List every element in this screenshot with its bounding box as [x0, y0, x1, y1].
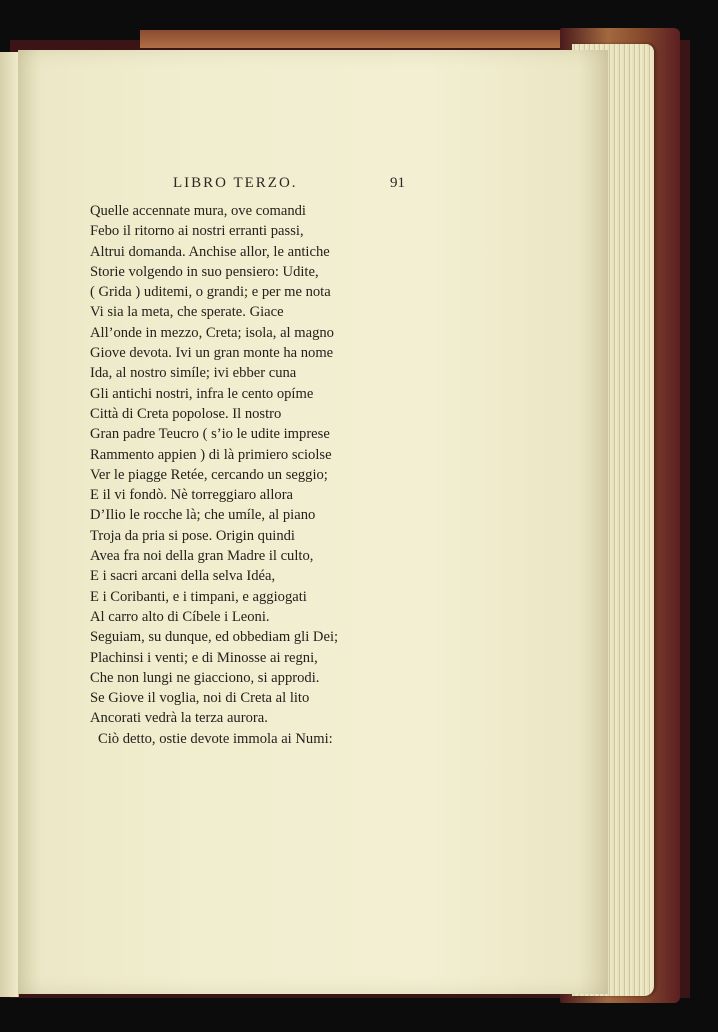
- verse-line: Febo il ritorno ai nostri erranti passi,: [90, 223, 304, 240]
- verse-line: Gran padre Teucro ( s’io le udite imprese: [90, 426, 330, 443]
- verse-line: E i Coribanti, e i timpani, e aggiogati: [90, 588, 307, 605]
- verse-line: Giove devota. Ivi un gran monte ha nome: [90, 345, 334, 362]
- left-page-edge: [0, 52, 19, 997]
- verse-line: Seguiam, su dunque, ed obbediam gli Dei;: [90, 629, 339, 646]
- verse-line: ( Grida ) uditemi, o grandi; e per me nota: [90, 284, 331, 301]
- verse-line: Ancorati vedrà la terza aurora.: [90, 710, 268, 727]
- verse-line: Vi sia la meta, che sperate. Giace: [90, 304, 284, 321]
- verse-line: Ciò detto, ostie devote immola ai Numi:: [98, 730, 333, 747]
- verse-line: All’onde in mezzo, Creta; isola, al magno: [90, 324, 334, 341]
- verse-line: Gli antichi nostri, infra le cento opíme: [90, 385, 314, 402]
- verse-line: Ver le piagge Retée, cercando un seggio;: [90, 466, 328, 483]
- verse-block: [90, 201, 560, 749]
- verse-line: E i sacri arcani della selva Idéa,: [90, 568, 276, 585]
- verse-line: Se Giove il voglia, noi di Creta al lito: [90, 690, 310, 707]
- verse-line: Altrui domanda. Anchise allor, le antiche: [90, 243, 330, 260]
- verse-line: Al carro alto di Cíbele i Leoni.: [90, 608, 270, 625]
- verse-line: Città di Creta popolose. Il nostro: [90, 405, 282, 422]
- verse-line: Quelle accennate mura, ove comandi: [90, 203, 306, 219]
- verse-line: Troja da pria si pose. Origin quindi: [90, 527, 295, 544]
- verse-line: Rammento appien ) di là primiero sciolse: [90, 446, 332, 463]
- verse-line: Plachinsi i venti; e di Minosse ai regni,: [90, 649, 318, 666]
- leather-spine-band: [140, 30, 620, 48]
- page-number: 91: [390, 175, 405, 191]
- verse-line: Ida, al nostro simíle; ivi ebber cuna: [90, 365, 297, 382]
- verse-line: E il vi fondò. Nè torreggiaro allora: [90, 487, 294, 504]
- verse-line: Che non lungi ne giacciono, si approdi.: [90, 669, 320, 686]
- verse-line: Storie volgendo in suo pensiero: Udite,: [90, 263, 319, 280]
- running-title: LIBRO TERZO.: [173, 175, 298, 191]
- book-page: [18, 50, 608, 994]
- verse-line: Avea fra noi della gran Madre il culto,: [90, 548, 314, 565]
- verse-line: D’Ilio le rocche là; che umíle, al piano: [90, 507, 316, 524]
